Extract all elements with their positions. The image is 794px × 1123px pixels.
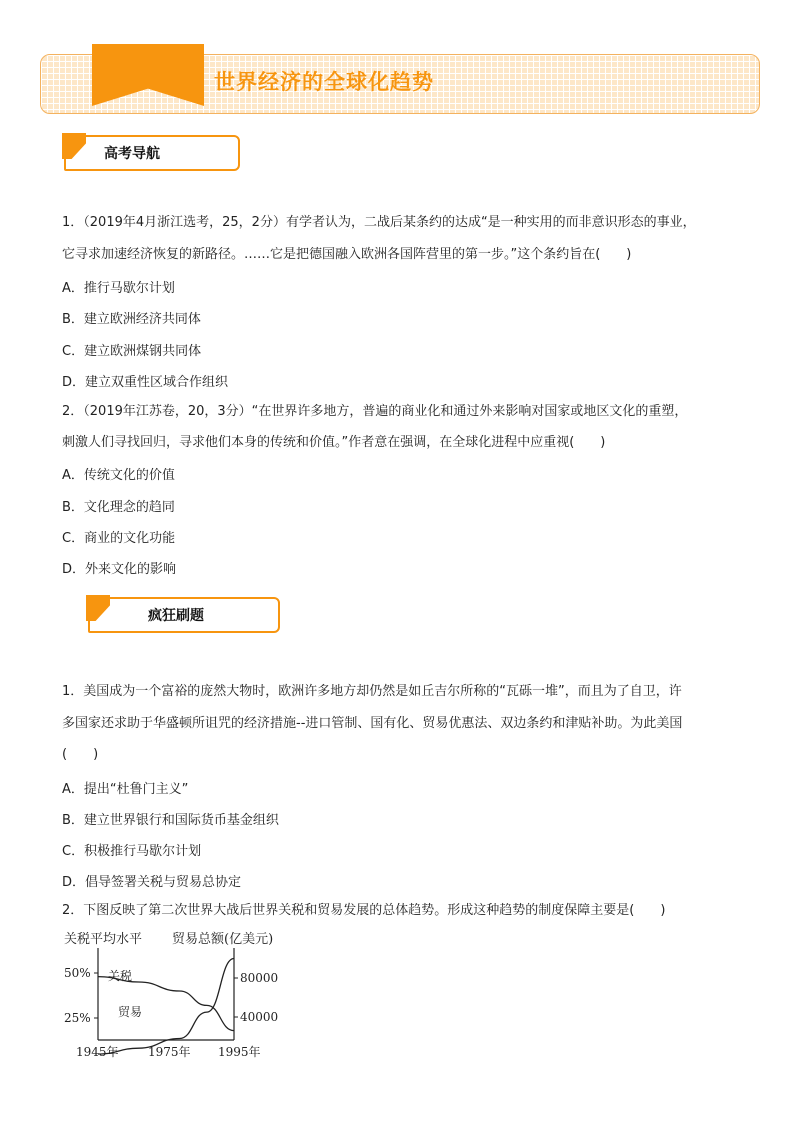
option-b: B．文化理念的趋同 [62,500,175,515]
option-d: D．倡导签署关税与贸易总协定 [62,875,242,890]
section-tab-nav [64,135,240,171]
tariff-trade-chart [62,928,302,1060]
page-title: 世界经济的全球化趋势 [214,70,434,94]
option-a: A．提出“杜鲁门主义” [62,782,189,797]
section-title-practice: 疯狂刷题 [148,608,204,624]
question-stem: 1．（2019年4月浙江选考，25，2分）有学者认为，二战后某条约的达成“是一种实用的而非意识形态的事业， [62,215,696,230]
x-tick-label: 1975年 [148,1045,191,1059]
option-b: B．建立世界银行和国际货币基金组织 [62,813,279,828]
section-tab-practice [88,597,280,633]
trade-series-label: 贸易 [118,1005,143,1019]
question-stem: 它寻求加速经济恢复的新路径。……它是把德国融入欧洲各国阵营里的第一步。”这个条约旨在( ) [62,247,632,262]
x-tick-label: 1945年 [76,1045,119,1059]
left-tick-label: 25% [64,1011,91,1025]
option-b: B．建立欧洲经济共同体 [62,312,201,327]
left-tick-label: 50% [64,966,91,980]
option-c: C．积极推行马歇尔计划 [62,844,202,859]
option-c: C．建立欧洲煤钢共同体 [62,344,202,359]
question-stem: 多国家还求助于华盛顿所诅咒的经济措施--进口管制、国有化、贸易优惠法、双边条约和津贴补助。为此美国 [62,716,683,731]
section-title-nav: 高考导航 [104,146,160,162]
question-stem: 2．下图反映了第二次世界大战后世界关税和贸易发展的总体趋势。形成这种趋势的制度保障主要是( ) [62,903,666,918]
right-axis-label: 贸易总额(亿美元) [172,932,274,947]
tariff-series-line [98,977,234,1031]
right-tick-label: 80000 [240,971,279,985]
x-tick-label: 1995年 [218,1045,261,1059]
option-d: D．建立双重性区域合作组织 [62,375,229,390]
option-c: C．商业的文化功能 [62,531,176,546]
option-a: A．传统文化的价值 [62,468,175,483]
tab-corner-decoration [62,133,86,159]
question-stem: ( ) [62,747,99,762]
left-axis-label: 关税平均水平 [64,932,143,947]
question-stem: 刺激人们寻找回归，寻求他们本身的传统和价值。”作者意在强调，在全球化进程中应重视( ) [62,435,606,450]
question-stem: 2．（2019年江苏卷，20，3分）“在世界许多地方，普遍的商业化和通过外来影响对国家或地区文化的重塑， [62,404,688,419]
tariff-series-label: 关税 [108,969,133,983]
question-stem: 1．美国成为一个富裕的庞然大物时，欧洲许多地方却仍然是如丘吉尔所称的“瓦砾一堆”，而且为了自卫，许 [62,684,682,699]
right-tick-label: 40000 [240,1010,279,1024]
option-d: D．外来文化的影响 [62,562,177,577]
option-a: A．推行马歇尔计划 [62,281,175,296]
tab-corner-decoration [86,595,110,621]
